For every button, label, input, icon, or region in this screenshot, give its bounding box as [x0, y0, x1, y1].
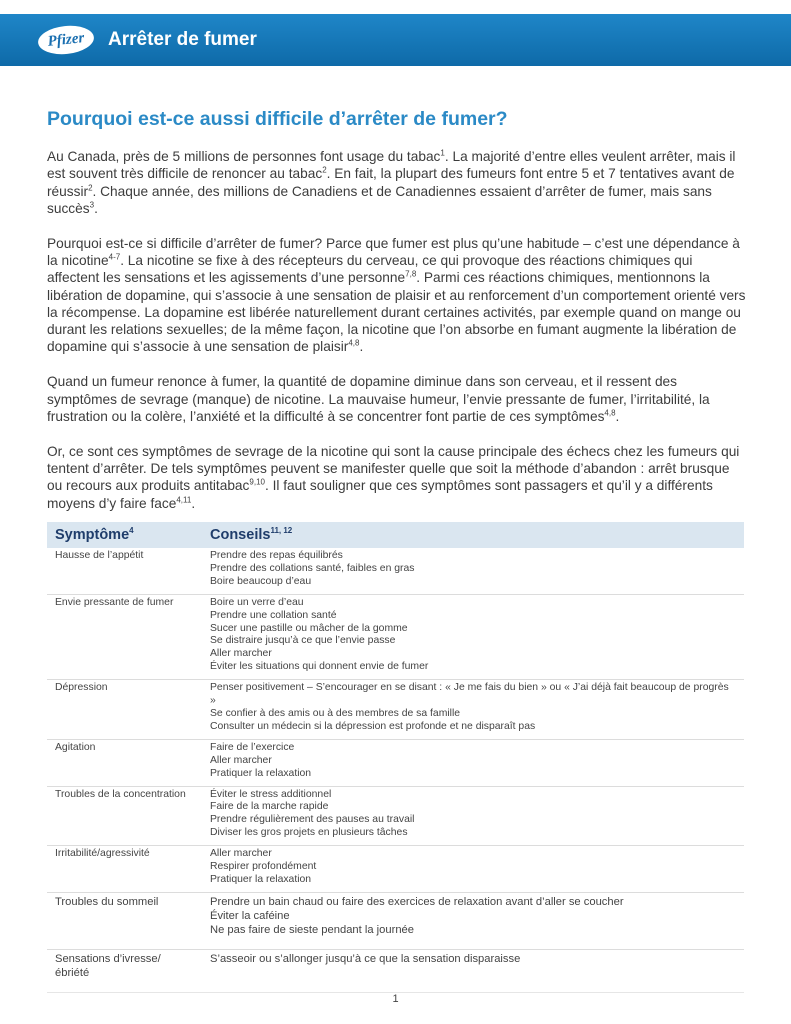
advice-cell: [202, 739, 744, 786]
advice-item: Prendre régulièrement des pauses au travail: [210, 814, 415, 826]
reference-superscript: 7,8: [405, 269, 417, 279]
symptom-cell: Envie pressante de fumer: [47, 594, 202, 679]
paragraph: [47, 148, 747, 217]
advice-item: Aller marcher: [210, 754, 272, 766]
column-header-advice-label: Conseils: [210, 526, 271, 543]
reference-superscript: 4,11: [176, 494, 192, 504]
column-header-symptom: [47, 522, 202, 548]
advice-cell: [202, 594, 744, 679]
table-row: [47, 739, 744, 786]
pfizer-logo: [37, 23, 96, 57]
paragraph-text: .: [94, 200, 98, 216]
advice-cell: [202, 786, 744, 846]
symptom-cell: Sensations d’ivresse/ébriété: [47, 949, 202, 992]
symptom-cell: Troubles de la concentration: [47, 786, 202, 846]
column-header-advice: [202, 522, 744, 548]
reference-superscript: 2: [322, 165, 327, 175]
header-bar: [0, 14, 791, 66]
paragraph-text: .: [615, 408, 620, 424]
reference-superscript: 4-7: [108, 252, 121, 262]
advice-item: Éviter le stress additionnel: [210, 788, 332, 800]
reference-superscript: 3: [89, 200, 95, 210]
main-content: [47, 108, 747, 529]
advice-item: Prendre des collations santé, faibles en gras: [210, 562, 415, 574]
table-row: [47, 548, 744, 594]
advice-item: Boire beaucoup d’eau: [210, 575, 312, 587]
advice-cell: [202, 892, 744, 949]
paragraph-text: . En fait, la plupart des fumeurs font entre 5 et 7 tentatives avant de réussir: [47, 166, 735, 199]
advice-cell: [202, 680, 744, 740]
advice-item: Pratiquer la relaxation: [210, 873, 312, 885]
paragraph-text: Or, ce sont ces symptômes de sevrage de la nicotine qui sont la cause principale des échecs chez les fumeurs qui tentent d’arrêter. De tels symptômes peuvent se manifester quelle que soit la méthode d’abandon : arrêt brusque ou recours aux produits antitabac: [47, 443, 740, 494]
paragraph: [47, 235, 747, 356]
advice-item: Aller marcher: [210, 648, 272, 660]
advice-item: Prendre un bain chaud ou faire des exercices de relaxation avant d’aller se coucher: [210, 895, 624, 908]
paragraph-text: . La majorité d’entre elles veulent arrêter, mais il est souvent très difficile de renoncer au tabac: [47, 149, 736, 182]
advice-item: Prendre des repas équilibrés: [210, 550, 343, 561]
paragraph-text: .: [359, 339, 364, 355]
table-body: [47, 548, 744, 992]
table-row: [47, 680, 744, 740]
page-number: 1: [392, 993, 399, 1005]
reference-superscript: 1: [440, 148, 445, 158]
paragraph-text: . Parmi ces réactions chimiques, mentionnons la libération de dopamine, qui s’associe à une sensation de plaisir et au renforcement d’un comportement orienté vers la récompense. La dopamine est libérée naturellement durant certaines activités, par exemple quand on mange ou durant les relations sexuelles; de la même façon, la nicotine que l’on absorbe en fumant augmente la libération de dopamine qui s’associe à une sensation de plaisir: [47, 270, 746, 355]
paragraph-text: Quand un fumeur renonce à fumer, la quantité de dopamine diminue dans son cerveau, et il ressent des symptômes de sevrage (manque) de nicotine. La mauvaise humeur, l’envie pressante de fumer, l’irritabilité, la frustration ou la colère, l’anxiété et la difficulté à se concentrer font partie de ces symptômes: [47, 374, 710, 424]
advice-item: Aller marcher: [210, 848, 272, 860]
advice-item: Penser positivement – S’encourager en se disant : « Je me fais du bien » ou « J’ai déjà fait beaucoup de progrès »: [210, 682, 729, 707]
table-header-row: [47, 522, 744, 548]
advice-item: Éviter les situations qui donnent envie de fumer: [210, 661, 429, 673]
symptom-advice-table: [47, 522, 744, 993]
advice-item: Se confier à des amis ou à des membres de sa famille: [210, 707, 461, 719]
column-header-advice-ref: 11, 12: [270, 525, 293, 535]
reference-superscript: 9,10: [249, 477, 265, 487]
paragraph-text: Pourquoi est-ce si difficile d’arrêter de fumer? Parce que fumer est plus qu’une habitude – c’est une dépendance à la nicotine: [47, 235, 740, 268]
paragraph-text: . Il faut souligner que ces symptômes sont passagers et qu’il y a différents moyens d’y faire face: [47, 478, 713, 511]
symptom-cell: Hausse de l’appétit: [47, 548, 202, 594]
reference-superscript: 2: [88, 183, 93, 193]
advice-item: Pratiquer la relaxation: [210, 767, 312, 779]
table-row: [47, 949, 744, 992]
reference-superscript: 4,8: [604, 408, 616, 418]
reference-superscript: 4,8: [348, 338, 360, 348]
advice-item: Se distraire jusqu’à ce que l’envie passe: [210, 635, 396, 647]
advice-item: Sucer une pastille ou mâcher de la gomme: [210, 622, 408, 634]
advice-item: Consulter un médecin si la dépression est profonde et ne disparaît pas: [210, 720, 536, 732]
symptom-cell: Irritabilité/agressivité: [47, 846, 202, 893]
advice-cell: [202, 846, 744, 893]
symptom-cell: Troubles du sommeil: [47, 892, 202, 949]
table-row: [47, 892, 744, 949]
advice-item: Diviser les gros projets en plusieurs tâches: [210, 827, 408, 839]
paragraph-text: Au Canada, près de 5 millions de personnes font usage du tabac: [47, 149, 441, 164]
advice-cell: [202, 949, 744, 992]
paragraph-text: . La nicotine se fixe à des récepteurs du cerveau, ce qui provoque des réactions chimiques qui affectent les sensations et les agissements d’une personne: [47, 252, 693, 286]
advice-item: Prendre une collation santé: [210, 609, 337, 621]
advice-item: S’asseoir ou s’allonger jusqu’à ce que la sensation disparaisse: [210, 952, 521, 965]
symptom-cell: Dépression: [47, 680, 202, 740]
column-header-symptom-ref: 4: [129, 525, 134, 535]
advice-item: Ne pas faire de sieste pendant la journée: [210, 923, 414, 936]
paragraph-text: .: [191, 495, 196, 511]
body-paragraphs: [47, 148, 747, 512]
table-row: [47, 594, 744, 679]
paragraph-text: . Chaque année, des millions de Canadiens et de Canadiennes essaient d’arrêter de fumer, mais sans succès: [47, 183, 712, 216]
advice-item: Éviter la caféine: [210, 909, 290, 922]
page-title: Pourquoi est-ce aussi difficile d’arrêter de fumer?: [47, 108, 508, 130]
advice-item: Faire de l’exercice: [210, 741, 295, 753]
paragraph: [47, 373, 747, 425]
column-header-symptom-label: Symptôme: [55, 526, 130, 543]
logo-text: Pfizer: [46, 29, 86, 50]
advice-item: Boire un verre d’eau: [210, 596, 304, 608]
paragraph: [47, 443, 747, 512]
table-row: [47, 846, 744, 893]
header-title: Arrêter de fumer: [108, 29, 257, 50]
advice-item: Faire de la marche rapide: [210, 801, 329, 813]
table-row: [47, 786, 744, 846]
advice-item: Respirer profondément: [210, 861, 317, 873]
advice-cell: [202, 548, 744, 594]
symptom-cell: Agitation: [47, 739, 202, 786]
